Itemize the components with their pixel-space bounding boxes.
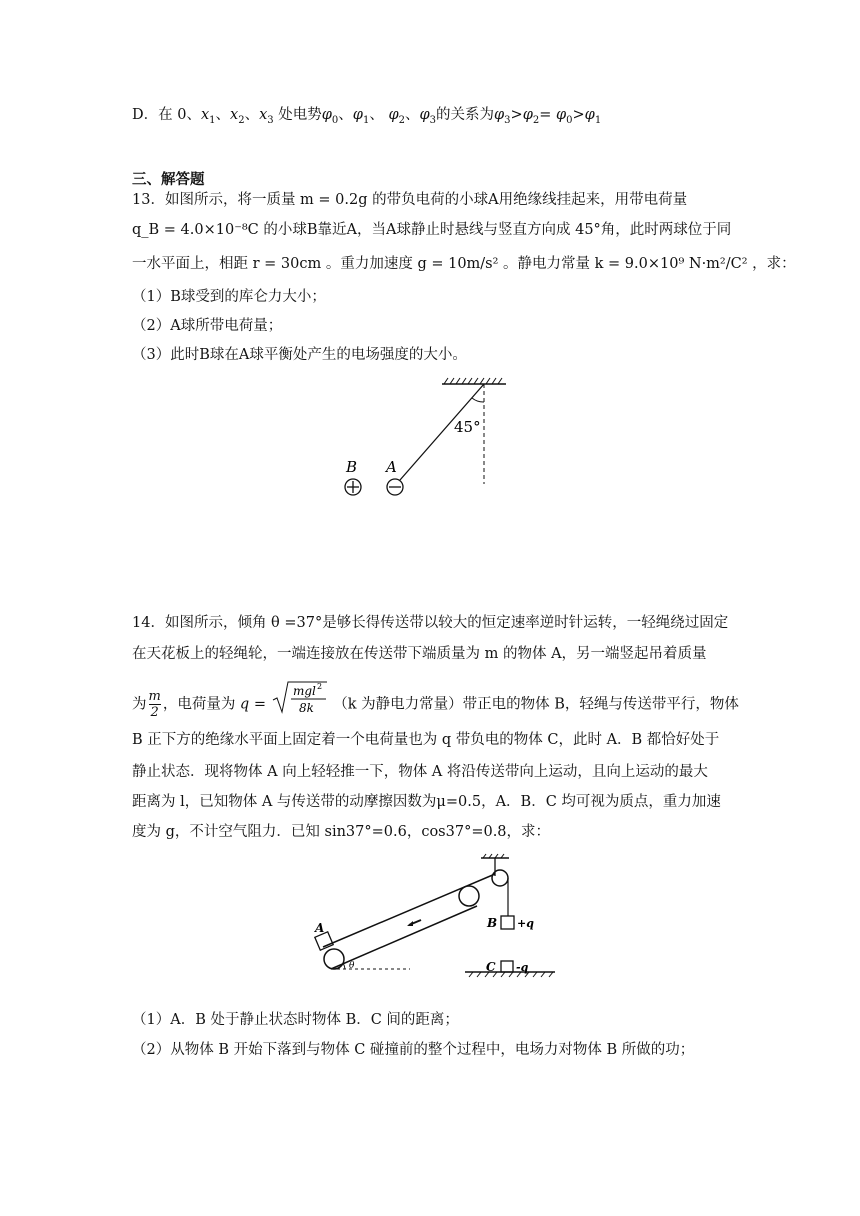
ball-a-negative <box>387 479 403 495</box>
q13-sub2: （2）A球所带电荷量； <box>132 318 283 334</box>
q14-line3-charge-label: ，电荷量为 <box>162 696 236 713</box>
q14-line1 <box>132 613 728 633</box>
option-d-label: D．在 0、 <box>132 107 201 123</box>
q14-line1-text: 14．如图所示，倾角 θ =37°是够长得传送带以较大的恒定速率逆时针运转，一轻绳绕过固定 <box>132 615 729 631</box>
q13-line2: q_B = 4.0×10⁻⁸C 的小球B靠近A，当A球静止时悬线与竖直方向成 45°角，此时两球位于同 <box>132 222 732 238</box>
q13-figure <box>330 372 510 502</box>
option-d: D．在 0、$x_1$、$x_2$、$x_3$ 处电势$\varphi_0$、$\varphi_1$、 $\varphi_2$、$\varphi_3$的关系为$\varphi_3>\varphi_2= \varphi_0>\varphi_1$ <box>132 107 602 126</box>
q14-line4: B 正下方的绝缘水平面上固定着一个电荷量也为 q 带负电的物体 C，此时 A．B 都恰好处于 <box>132 732 720 748</box>
mass-fraction: $\frac{m}{2}$ <box>148 689 161 720</box>
svg-text:mgl: mgl <box>292 684 316 698</box>
q13-sub3: （3）此时B球在A球平衡处产生的电场强度的大小。 <box>132 347 467 363</box>
q14-line3: 为 $\frac{m}{2}$ ，电荷量为 q = mgl 2 8k （k 为静电力常量）带正电的物体 B，轻绳与传送带平行，物体 <box>132 680 739 729</box>
q14-line5: 静止状态．现将物体 A 向上轻轻推一下，物体 A 将沿传送带向上运动，且向上运动的最大 <box>132 764 708 780</box>
angle-label: 45° <box>454 418 481 436</box>
q14-line3-suffix: （k 为静电力常量）带正电的物体 B，轻绳与传送带平行，物体 <box>333 696 739 713</box>
ball-b-positive <box>345 479 361 495</box>
q13-line1: 13．如图所示，将一质量 m = 0.2g 的带负电荷的小球A用绝缘线挂起来，用带电荷量 <box>132 192 688 208</box>
q14-line3-prefix: 为 <box>132 696 147 713</box>
charge-formula <box>271 680 329 729</box>
q14-line7: 度为 g，不计空气阻力．已知 sin37°=0.6，cos37°=0.8，求： <box>132 824 551 840</box>
q13-sub1: （1）B球受到的库仑力大小； <box>132 289 326 305</box>
svg-text:2: 2 <box>316 682 322 691</box>
q14-sub2: （2）从物体 B 开始下落到与物体 C 碰撞前的整个过程中，电场力对物体 B 所做的功； <box>132 1042 695 1058</box>
option-d-relation-label: 的关系为 <box>436 107 494 123</box>
label-b-14: B <box>487 916 498 930</box>
q14-figure <box>305 852 560 987</box>
q13-line3: 一水平面上，相距 r = 30cm 。重力加速度 g = 10m/s² 。静电力常量 k = 9.0×10⁹ N·m²/C² ，求： <box>132 256 796 272</box>
plus-q-label: +q <box>517 917 534 930</box>
section-heading: 三、解答题 <box>132 171 205 188</box>
minus-q-label: -q <box>516 961 529 974</box>
q14-line2: 在天花板上的轻绳轮，一端连接放在传送带下端质量为 m 的物体 A，另一端竖起吊着质量 <box>132 646 707 662</box>
svg-text:8k: 8k <box>298 701 314 715</box>
q14-line6: 距离为 l，已知物体 A 与传送带的动摩擦因数为μ=0.5，A．B．C 均可视为质点，重力加速 <box>132 794 721 810</box>
theta-label: θ <box>349 961 355 971</box>
label-c-14: C <box>486 960 496 974</box>
q14-sub1: （1）A．B 处于静止状态时物体 B．C 间的距离； <box>132 1012 459 1028</box>
label-a: A <box>386 458 397 476</box>
label-a-14: A <box>315 921 325 935</box>
option-d-tail: 处电势 <box>278 107 322 123</box>
label-b: B <box>346 458 358 476</box>
